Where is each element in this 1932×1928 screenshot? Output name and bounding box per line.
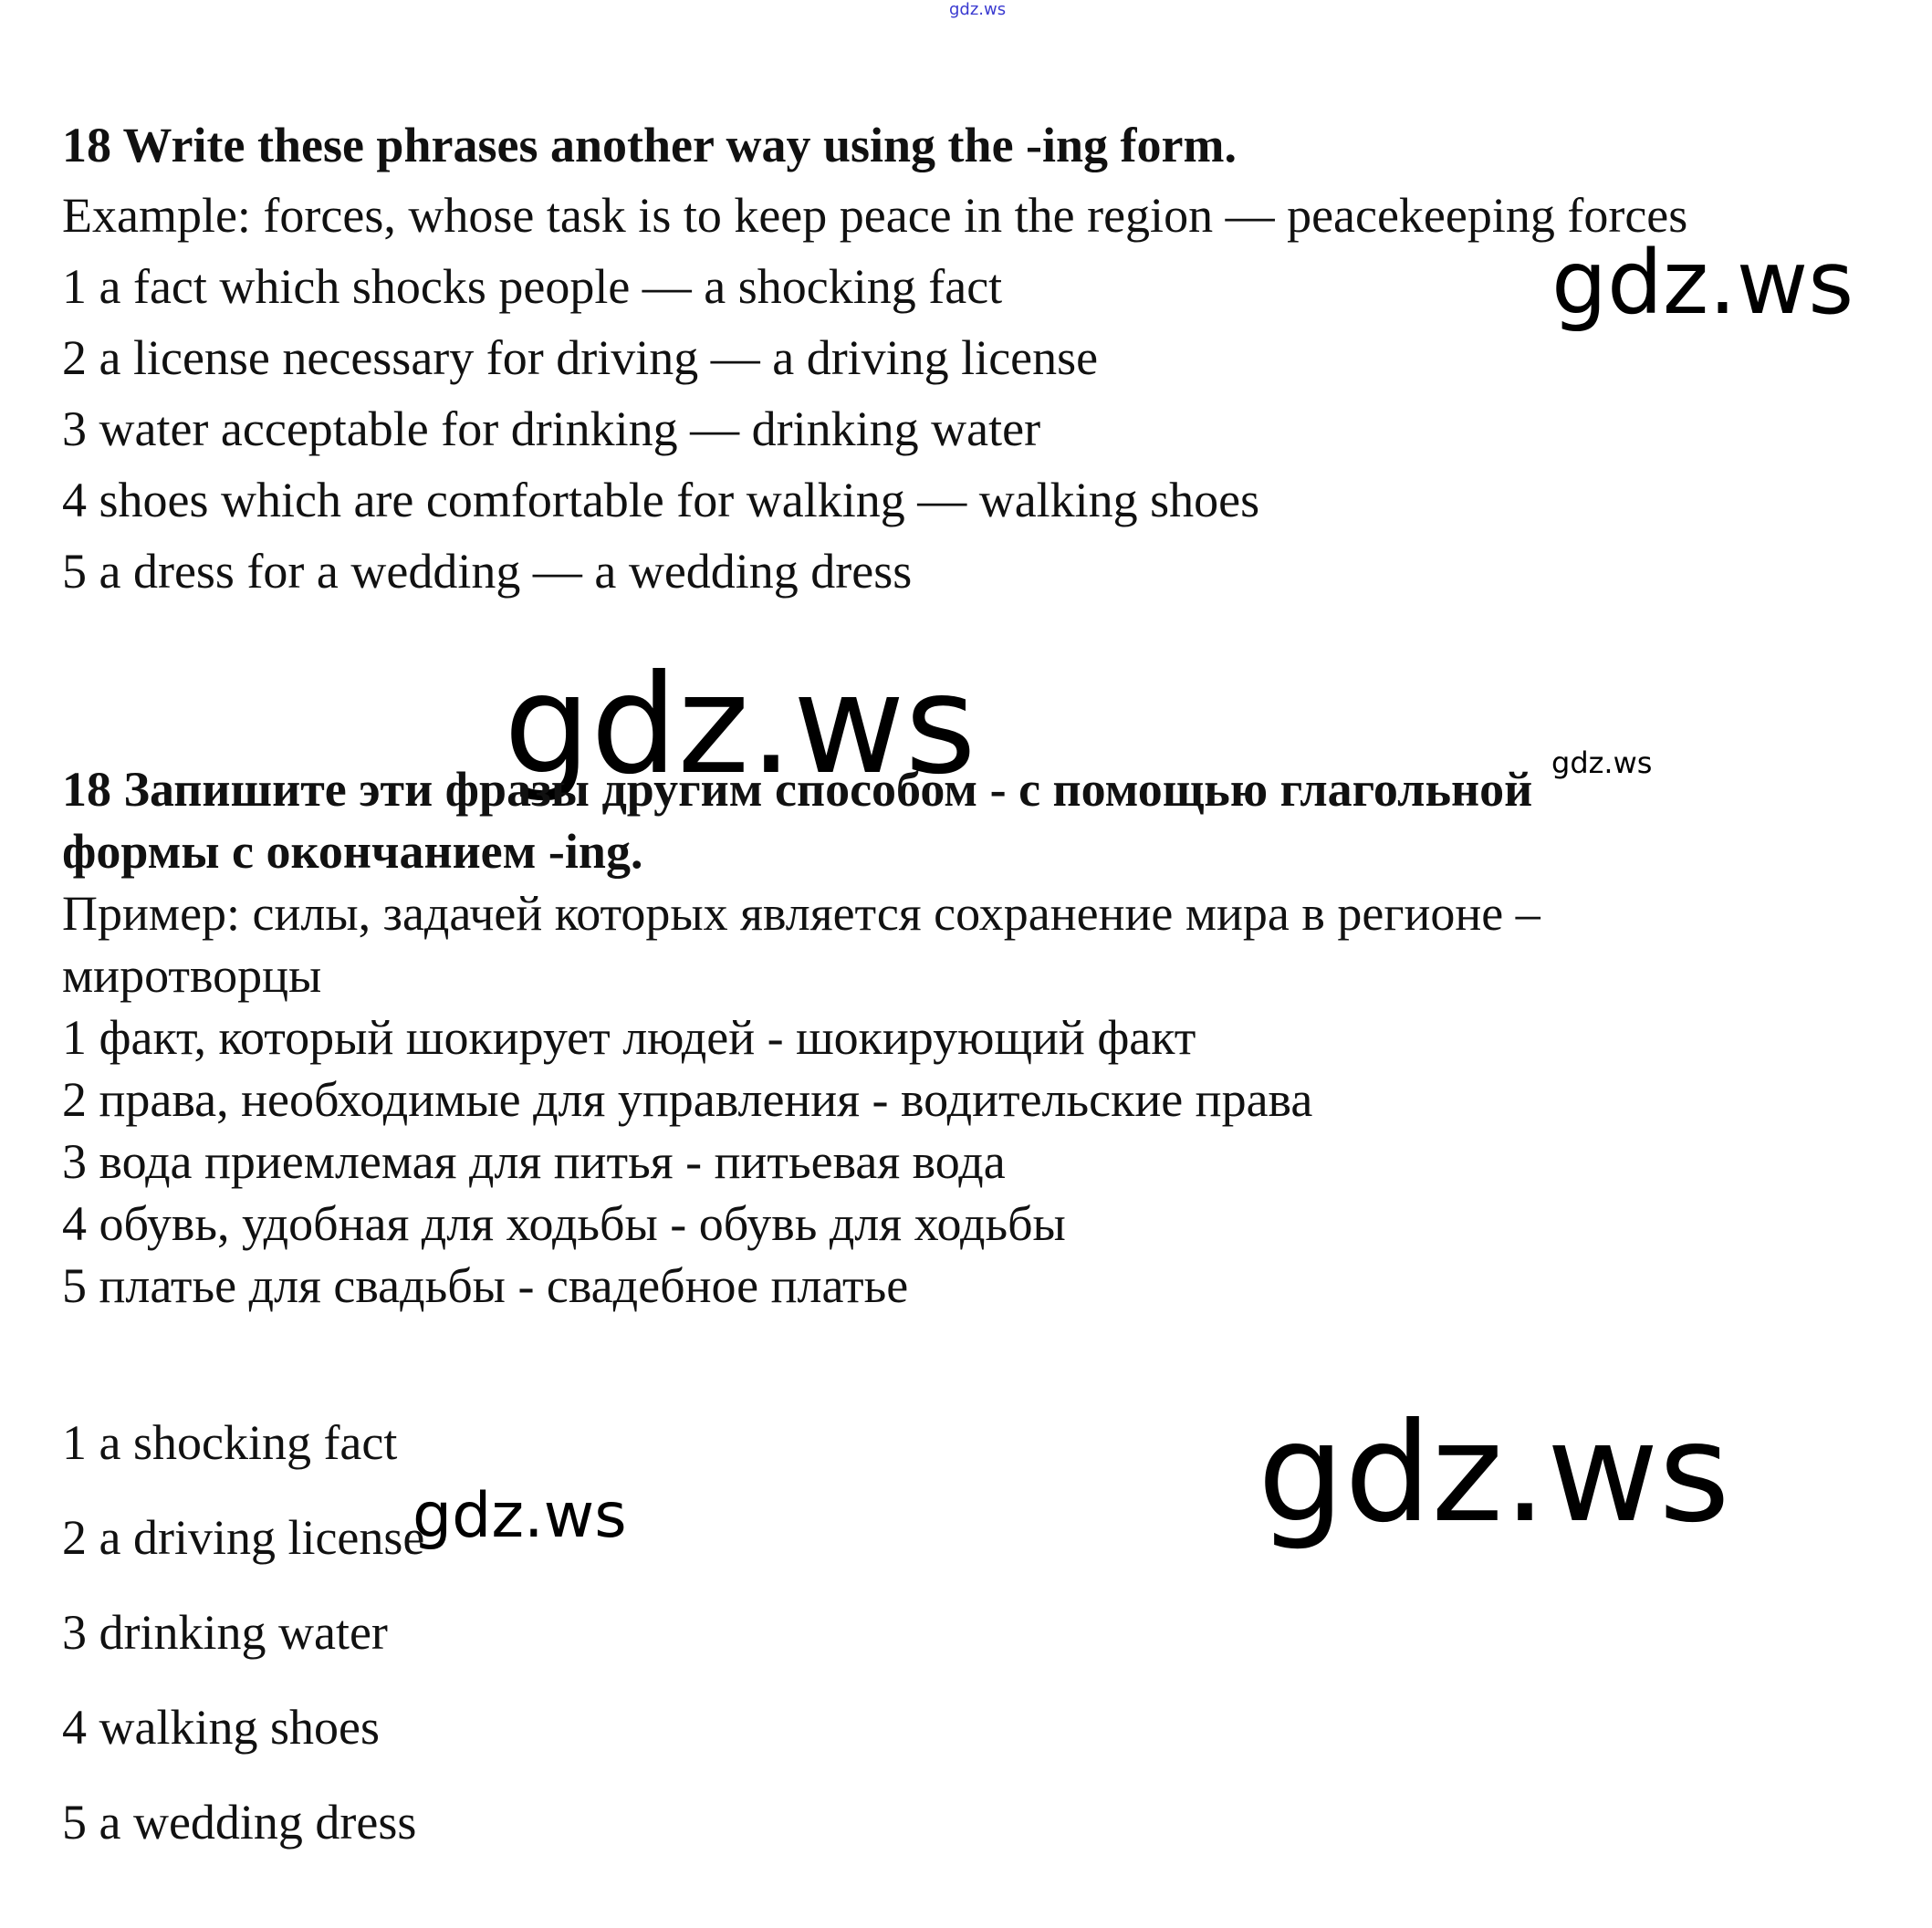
list-item: 2 a license necessary for driving — a driving license <box>62 330 1099 385</box>
list-item: 1 факт, который шокирует людей - шокирующий факт <box>62 1010 1196 1065</box>
watermark-logo: gdz.ws <box>504 646 976 805</box>
list-item: 4 обувь, удобная для ходьбы - обувь для ходьбы <box>62 1196 1066 1251</box>
answer-item: 1 a shocking fact <box>62 1415 398 1470</box>
exercise-heading-ru: 18 Запишите эти фразы другим способом - с помощью глагольной <box>62 762 1533 817</box>
list-item: 4 shoes which are comfortable for walking — walking shoes <box>62 473 1260 527</box>
exercise-example-ru-cont: миротворцы <box>62 948 322 1003</box>
watermark-logo: gdz.ws <box>1258 1394 1730 1553</box>
exercise-example-ru: Пример: силы, задачей которых является сохранение мира в регионе – <box>62 886 1540 941</box>
list-item: 3 вода приемлемая для питья - питьевая вода <box>62 1134 1006 1189</box>
exercise-heading-ru-cont: формы с окончанием -ing. <box>62 824 643 879</box>
exercise-example-en: Example: forces, whose task is to keep peace in the region — peacekeeping forces <box>62 188 1688 243</box>
watermark-top: gdz.ws <box>949 0 1007 19</box>
answer-item: 3 drinking water <box>62 1605 388 1660</box>
list-item: 5 a dress for a wedding — a wedding dress <box>62 544 913 599</box>
answer-item: 5 a wedding dress <box>62 1795 417 1850</box>
watermark-logo: gdz.ws <box>413 1480 627 1552</box>
answer-item: 4 walking shoes <box>62 1700 380 1755</box>
answer-item: 2 a driving license <box>62 1510 425 1565</box>
watermark-small: gdz.ws <box>1551 745 1653 780</box>
list-item: 2 права, необходимые для управления - водительские права <box>62 1072 1313 1127</box>
exercise-heading-en: 18 Write these phrases another way using the -ing form. <box>62 118 1237 172</box>
list-item: 1 a fact which shocks people — a shocking fact <box>62 259 1003 314</box>
watermark-logo: gdz.ws <box>1551 232 1854 334</box>
list-item: 5 платье для свадьбы - свадебное платье <box>62 1258 909 1313</box>
list-item: 3 water acceptable for drinking — drinking water <box>62 401 1041 456</box>
